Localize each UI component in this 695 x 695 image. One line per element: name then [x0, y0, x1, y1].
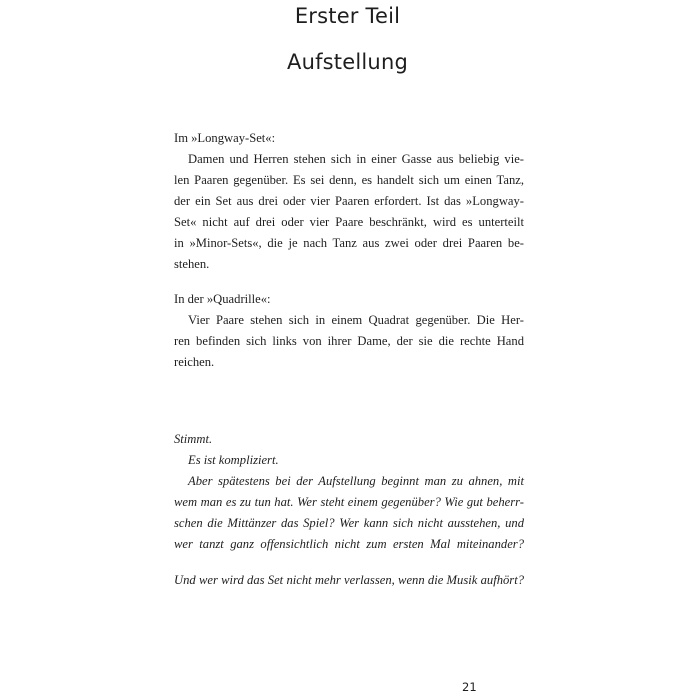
quadrille-line: Vier Paare stehen sich in einem Quadrat gegenüber. Die Her- — [188, 313, 524, 327]
page-number: 21 — [462, 680, 477, 694]
stimmt-lead: Stimmt. — [174, 432, 213, 446]
longway-line: Set« nicht auf drei oder vier Paare beschränkt, wird es unterteilt — [174, 215, 524, 229]
longway-line: der ein Set aus drei oder vier Paaren erfordert. Ist das »Longway- — [174, 194, 524, 208]
longway-lead: Im »Longway-Set«: — [174, 131, 276, 145]
part-title: Erster Teil — [294, 4, 401, 28]
stimmt-line: wer tanzt ganz offensichtlich nicht zum ersten Mal miteinander? — [174, 537, 524, 551]
chapter-title: Aufstellung — [287, 50, 408, 74]
longway-paragraph — [174, 128, 524, 275]
stimmt-line: Aber spätestens bei der Aufstellung beginnt man zu ahnen, mit — [188, 474, 524, 488]
quadrille-paragraph — [174, 289, 524, 373]
longway-line: in »Minor-Sets«, die je nach Tanz aus zwei oder drei Paaren be- — [174, 236, 524, 250]
stimmt-paragraph — [174, 429, 524, 555]
quadrille-line: reichen. — [174, 355, 215, 369]
longway-line: stehen. — [174, 257, 210, 271]
stimmt-line: wem man es zu tun hat. Wer steht einem gegenüber? Wie gut beherr- — [174, 495, 524, 509]
stimmt-line: Es ist kompliziert. — [188, 453, 279, 467]
stimmt-line: schen die Mittänzer das Spiel? Wer kann sich nicht ausstehen, und — [174, 516, 524, 530]
closing-paragraph — [174, 570, 524, 591]
closing-line: Und wer wird das Set nicht mehr verlassen, wenn die Musik aufhört? — [174, 573, 524, 587]
longway-line: len Paaren gegenüber. Es sei denn, es handelt sich um einen Tanz, — [174, 173, 524, 187]
quadrille-lead: In der »Quadrille«: — [174, 292, 271, 306]
longway-line: Damen und Herren stehen sich in einer Gasse aus beliebig vie- — [188, 152, 524, 166]
quadrille-line: ren befinden sich links von ihrer Dame, der sie die rechte Hand — [174, 334, 524, 348]
